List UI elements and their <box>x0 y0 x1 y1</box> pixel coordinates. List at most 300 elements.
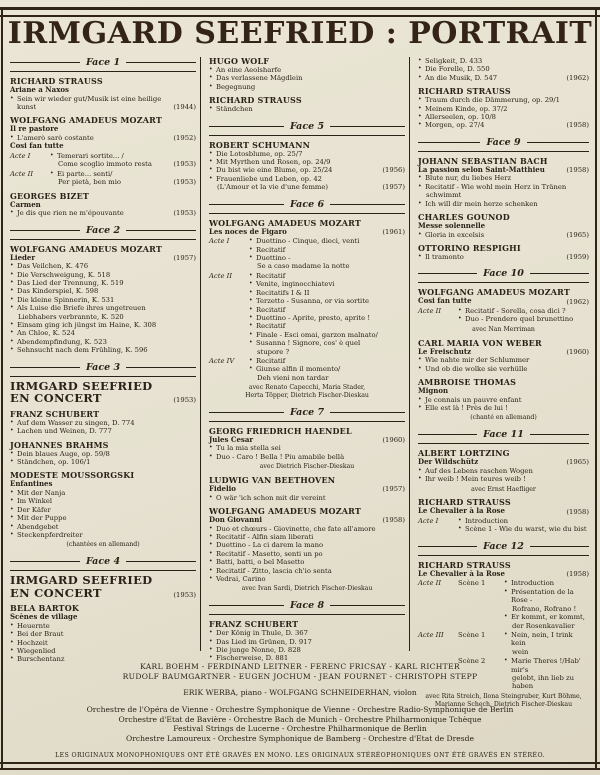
work-title <box>10 613 196 622</box>
composer-name: CARL MARIA VON WEBER <box>418 337 542 348</box>
track-item <box>418 105 589 113</box>
track-line: stupore ? <box>257 347 290 356</box>
track-text <box>216 83 405 91</box>
composer-name: ALBERT LORTZING <box>418 448 510 459</box>
bullet-icon: • <box>50 152 54 159</box>
track-line: Das Lied der Trennung, K. 519 <box>17 279 124 288</box>
year-label: (1962) <box>566 73 589 82</box>
track-text <box>17 497 196 505</box>
orchestra-line: Orchestre de l'Opéra de Vienne - Orchestre Symphonique de Vienne - Orchestre Radio-Symphonique de Berlin <box>86 704 514 714</box>
year-label: (1953) <box>173 590 196 599</box>
track-item <box>10 321 196 329</box>
track-text <box>256 339 405 356</box>
bullet-icon: • <box>10 287 14 295</box>
face-rule-left <box>209 605 284 606</box>
track-text <box>17 514 196 522</box>
bullet-icon: • <box>418 230 422 238</box>
track-item <box>50 170 196 187</box>
work-title <box>418 570 589 579</box>
scene-label: Scène 1 <box>458 579 486 588</box>
track-line: An die Musik, D. 547 <box>425 73 498 82</box>
orchestra-line: Orchestre d'Etat de Bavière - Orchestre Bach de Munich - Orchestre Philharmonique Tchèque <box>118 714 482 724</box>
face-label: Face 10 <box>483 268 524 280</box>
track-line: An eine Aeolsharfe <box>216 66 282 74</box>
work-title-text: Le Freischutz <box>418 346 472 356</box>
track-text <box>216 444 405 452</box>
face-label: Face 11 <box>483 429 524 441</box>
track-line: Introduction <box>465 517 509 526</box>
face-label: Face 1 <box>85 57 121 68</box>
face-label: Face 4 <box>85 556 121 568</box>
track-text <box>17 639 196 647</box>
credits-footer <box>0 662 600 759</box>
face-heading <box>209 407 405 422</box>
bullet-icon: • <box>418 121 422 129</box>
track-item <box>418 396 589 404</box>
bullet-icon: • <box>10 94 14 102</box>
track-line: Das Kinderspiel, K. 598 <box>17 287 99 296</box>
bullet-icon: • <box>10 134 14 141</box>
bullet-icon: • <box>10 329 14 337</box>
track-text <box>256 314 405 322</box>
track-line: Wie nahte mir der Schlummer <box>425 356 530 365</box>
track-item <box>418 231 589 239</box>
track-item <box>504 613 589 630</box>
concert-heading-text: EN CONCERT <box>10 391 102 406</box>
track-text <box>17 458 196 466</box>
track-text <box>425 113 589 121</box>
track-text <box>17 523 196 531</box>
work-title-text: Der Wildschütz <box>418 457 479 467</box>
track-line: Recitatifs I & II <box>256 288 310 297</box>
track-item <box>249 289 405 297</box>
track-line: Die Verschweigung, K. 518 <box>17 270 111 279</box>
act-group <box>10 170 196 187</box>
track-line: Einsam ging ich jüngst im Haine, K. 308 <box>17 321 157 330</box>
composer-name: WOLFGANG AMADEUS MOZART <box>418 287 571 298</box>
act-group <box>418 307 589 324</box>
bullet-icon: • <box>458 315 462 323</box>
act-label: Acte II <box>418 579 441 588</box>
conductor-line: RUDOLF BAUMGARTNER - EUGEN JOCHUM - JEAN FOURNET - CHRISTOPH STEPP <box>122 671 478 681</box>
pressing-note: LES ORIGINAUX MONOPHONIQUES ONT ÉTÉ GRAVÉS EN MONO. LES ORIGINAUX STÉRÉOPHONIQUES ONT ÉTÉ GRAVÉS EN STÉRÉO. <box>55 752 545 759</box>
bullet-icon: • <box>10 655 14 663</box>
track-item <box>504 631 589 656</box>
track-item <box>10 497 196 505</box>
track-item <box>418 121 589 129</box>
track-line: Rofrano, Rofrano ! <box>512 604 577 613</box>
face-heading <box>10 57 196 72</box>
track-text <box>17 279 196 287</box>
track-text <box>57 170 170 187</box>
composer-name: RICHARD STRAUSS <box>10 76 103 86</box>
track-line: Wiegenlied <box>17 646 56 655</box>
bullet-icon: • <box>209 574 213 582</box>
track-text <box>256 280 405 288</box>
track-item <box>418 200 589 208</box>
bullet-icon: • <box>209 149 213 157</box>
concert-heading-text: EN CONCERT <box>10 585 102 600</box>
left-frame-rule <box>1 7 3 770</box>
track-text <box>17 287 196 295</box>
track-text <box>17 304 196 321</box>
track-item <box>249 272 405 280</box>
credit-note-line: avec Dietrich Fischer-Dieskau <box>259 463 355 471</box>
bullet-icon: • <box>10 279 14 287</box>
face-label: Face 7 <box>289 406 325 418</box>
year-label: (1957) <box>382 485 405 494</box>
track-text <box>216 66 405 74</box>
year-label: (1962) <box>566 297 589 306</box>
track-line: Mit der Puppe <box>17 514 67 523</box>
track-line: Liebhabers verbrannte, K. 520 <box>18 312 124 321</box>
year-label: (1958) <box>566 166 589 175</box>
year-label: (1953) <box>173 178 196 187</box>
work-title <box>418 458 589 467</box>
face-rule-left <box>418 434 477 435</box>
face-rule-right <box>126 230 196 231</box>
year-label: (1958) <box>566 121 589 130</box>
bullet-icon: • <box>10 295 14 303</box>
track-text <box>425 231 563 239</box>
bullet-icon: • <box>504 630 508 638</box>
act-group <box>209 357 405 382</box>
track-line: Recitatif - Sorella, cosa dici ? <box>465 307 566 316</box>
track-text <box>256 331 405 339</box>
track-line: Begegnung <box>216 82 256 91</box>
track-text <box>511 579 589 587</box>
track-text <box>425 396 589 404</box>
face-rule-left <box>418 546 477 547</box>
track-text <box>17 321 196 329</box>
track-item <box>249 297 405 305</box>
track-text <box>425 74 563 82</box>
track-line: Blute nur, du liebes Herz <box>425 174 512 183</box>
scene-label: Scène 2 <box>458 657 486 666</box>
composer-name: ROBERT SCHUMANN <box>209 139 311 150</box>
track-item <box>10 262 196 270</box>
face-heading <box>209 199 405 214</box>
bullet-icon: • <box>209 166 213 174</box>
year-label: (1965) <box>566 458 589 467</box>
track-line: Der König in Thule, D. 367 <box>216 629 308 638</box>
bullet-icon: • <box>418 404 422 412</box>
composer-name: GEORG FRIEDRICH HAENDEL <box>209 425 352 436</box>
credit-note <box>418 486 589 494</box>
track-item <box>10 427 196 435</box>
bullet-icon: • <box>418 104 422 112</box>
track-item <box>10 523 196 531</box>
bullet-icon: • <box>458 517 462 525</box>
track-item <box>10 287 196 295</box>
track-text <box>425 96 589 104</box>
track-text <box>256 237 405 245</box>
track-line: Meinem Kinde, op. 37/2 <box>425 104 508 113</box>
track-item <box>249 280 405 288</box>
year-label: (1957) <box>173 253 196 262</box>
work-title-text: Le Chevalier à la Rose <box>418 568 505 578</box>
track-text <box>216 646 405 654</box>
track-item <box>249 339 405 356</box>
act-group <box>209 272 405 356</box>
track-text <box>17 95 170 112</box>
track-text <box>425 174 589 182</box>
column-1 <box>10 57 200 664</box>
track-item <box>249 314 405 322</box>
composer-name: WOLFGANG AMADEUS MOZART <box>10 243 163 254</box>
track-line: Allerseelen, op. 10/8 <box>425 113 496 122</box>
conductor-line: KARL BOEHM - FERDINAND LEITNER - FERENC FRICSAY - KARL RICHTER <box>140 661 460 671</box>
track-item <box>209 158 405 166</box>
track-item <box>209 105 405 113</box>
track-line: Per pietà, ben mio <box>58 178 121 187</box>
work-title <box>418 222 589 231</box>
bullet-icon: • <box>209 174 213 182</box>
year-label: (1960) <box>382 435 405 444</box>
work-title-text: Carmen <box>10 199 41 209</box>
track-item <box>249 365 405 382</box>
bullet-icon: • <box>209 532 213 540</box>
track-text <box>425 467 589 475</box>
bullet-icon: • <box>10 497 14 505</box>
track-line: Gloria in excelsis <box>425 230 485 239</box>
track-line: Duo - Caro ! Bella ! Piu amabile bellà <box>216 452 345 461</box>
year-label: (1957) <box>382 183 405 192</box>
track-item <box>504 588 589 613</box>
face-rule-left <box>418 142 480 143</box>
composer-name: HUGO WOLF <box>209 56 270 66</box>
track-item <box>418 174 589 182</box>
year-label: (1965) <box>566 230 589 239</box>
track-line: Das Lied im Grünen, D. 917 <box>216 637 312 646</box>
track-item <box>10 630 196 638</box>
face-rule-left <box>209 412 284 413</box>
track-text <box>17 271 196 279</box>
track-item <box>209 525 405 533</box>
face-rule-right <box>330 204 405 205</box>
track-text <box>256 365 405 382</box>
act-group <box>209 237 405 271</box>
track-text <box>17 296 196 304</box>
work-title-text: Les noces de Figaro <box>209 226 287 236</box>
track-item <box>10 514 196 522</box>
track-item <box>10 271 196 279</box>
face-label: Face 12 <box>483 540 524 552</box>
credit-note-line: avec Renato Capecchi, Maria Stader, <box>248 384 366 392</box>
track-text <box>216 105 405 113</box>
face-rule-right <box>330 412 405 413</box>
credit-note-line: avec Rita Streich, Ilona Steingruber, Kurt Böhme, <box>425 692 582 700</box>
bullet-icon: • <box>418 199 422 207</box>
track-item <box>249 306 405 314</box>
track-line: schwimmt <box>426 191 462 200</box>
track-text <box>17 489 196 497</box>
bullet-icon: • <box>10 638 14 646</box>
track-line: Ständchen <box>216 105 253 114</box>
bullet-icon: • <box>209 549 213 557</box>
face-heading <box>10 556 196 571</box>
track-item <box>50 152 196 169</box>
track-item <box>209 638 405 646</box>
orchestra-line: Orchestre Lamoureux - Orchestre Symphonique de Bamberg - Orchestre d'Etat de Dresde <box>126 734 474 744</box>
track-text <box>256 357 405 365</box>
composer-name: WOLFGANG AMADEUS MOZART <box>209 217 362 228</box>
work-title <box>209 516 405 525</box>
track-item <box>209 629 405 637</box>
concert-heading-line2 <box>10 392 196 405</box>
track-line: Mit der Nanja <box>17 488 66 497</box>
track-item <box>209 66 405 74</box>
bullet-icon: • <box>10 488 14 496</box>
act-scene-row <box>418 579 589 629</box>
work-title <box>418 166 589 175</box>
track-text <box>17 622 196 630</box>
composer-name: BELA BARTOK <box>10 603 80 614</box>
bullet-icon: • <box>249 339 253 347</box>
track-line: Recitatif <box>256 245 286 254</box>
track-line: Der Käfer <box>17 505 51 514</box>
track-line: Als Luise die Briefe ihres ungetreuen <box>17 304 146 313</box>
work-title-text: Mignon <box>418 386 449 396</box>
track-text <box>17 338 196 346</box>
track-item <box>249 357 405 365</box>
bullet-icon: • <box>10 646 14 654</box>
composer-name: WOLFGANG AMADEUS MOZART <box>209 505 362 516</box>
track-text <box>216 558 405 566</box>
track-text <box>216 638 405 646</box>
work-title-text: Fidelio <box>209 483 236 493</box>
work-title-text: Ariane a Naxos <box>10 85 69 94</box>
track-text <box>425 404 589 412</box>
year-label: (1944) <box>173 103 196 111</box>
work-title-text: Enfantines <box>10 479 53 489</box>
track-text <box>17 450 196 458</box>
bullet-icon: • <box>209 654 213 662</box>
bullet-icon: • <box>249 245 253 253</box>
track-text <box>256 272 405 280</box>
face-rule-right <box>530 273 589 274</box>
bullet-icon: • <box>10 505 14 513</box>
face-heading <box>10 362 196 377</box>
track-line: Die Forelle, D. 550 <box>425 65 490 74</box>
track-item <box>10 419 196 427</box>
work-title-text: Jules Cesar <box>209 434 254 444</box>
track-item <box>418 253 589 261</box>
track-text <box>425 105 589 113</box>
bullet-icon: • <box>249 254 253 262</box>
credit-note-line: avec Ivan Sardi, Dietrich Fischer-Dieskau <box>241 585 373 593</box>
track-text <box>511 588 589 613</box>
act-label: Acte I <box>209 237 230 246</box>
track-item <box>10 647 196 655</box>
work-title-text: La passion selon Saint-Matthieu <box>418 164 545 174</box>
track-item <box>209 175 405 192</box>
track-item <box>458 307 589 315</box>
credit-note <box>10 541 196 549</box>
bullet-icon: • <box>458 307 462 315</box>
bullet-icon: • <box>10 418 14 426</box>
orchestras-block <box>0 705 600 744</box>
face-heading <box>209 600 405 615</box>
act-items <box>50 152 196 169</box>
face-rule-left <box>10 230 80 231</box>
track-item <box>10 95 196 112</box>
act-items <box>50 170 196 187</box>
track-text <box>17 647 196 655</box>
track-line: Scène 1 - Wie du warst, wie du bist <box>465 525 587 534</box>
bullet-icon: • <box>10 304 14 312</box>
bullet-icon: • <box>10 427 14 435</box>
composer-name: FRANZ SCHUBERT <box>209 619 299 630</box>
track-line: Je connais un pauvre enfant <box>425 395 522 404</box>
track-item <box>209 74 405 82</box>
bullet-icon: • <box>10 530 14 538</box>
track-text <box>465 517 589 525</box>
work-title <box>209 485 405 494</box>
track-text <box>17 209 170 217</box>
composer-name: RICHARD STRAUSS <box>209 95 302 106</box>
face-rule-right <box>330 605 405 606</box>
track-line: Sein wir wieder gut/Musik ist eine heilige kunst <box>17 94 162 111</box>
face-label: Face 6 <box>289 198 325 210</box>
track-line: Venite, inginocchiatevi <box>256 280 335 289</box>
bullet-icon: • <box>418 65 422 73</box>
face-rule-left <box>209 204 284 205</box>
credit-note <box>209 585 405 593</box>
year-label: (1959) <box>566 253 589 262</box>
track-line: wein <box>512 647 529 656</box>
scene-items <box>504 631 589 656</box>
track-text <box>17 427 196 435</box>
track-line: Traum durch die Dämmerung, op. 29/1 <box>425 96 560 105</box>
track-line: Duettino - Cinque, dieci, venti <box>256 237 360 246</box>
credit-note-line: (chantées en allemand) <box>66 541 140 549</box>
face-rule-right <box>530 434 589 435</box>
work-title-text: Scènes de village <box>10 612 78 622</box>
track-text <box>17 262 196 270</box>
track-item <box>418 475 589 483</box>
track-line: Ihr weib ! Mein teures weib ! <box>425 475 526 484</box>
bullet-icon: • <box>10 457 14 465</box>
bottom-frame-rule <box>0 762 600 770</box>
credit-note <box>209 384 405 400</box>
track-item <box>418 365 589 373</box>
track-line: Fischerweise, D. 881 <box>216 654 289 663</box>
bullet-icon: • <box>249 237 253 245</box>
track-line: Dein blaues Auge, op. 59/8 <box>17 449 110 458</box>
bullet-icon: • <box>10 514 14 522</box>
track-item <box>418 96 589 104</box>
face-heading <box>418 541 589 556</box>
track-line: Il tramonto <box>425 253 464 262</box>
bullet-icon: • <box>249 288 253 296</box>
bullet-icon: • <box>209 629 213 637</box>
track-line: Mit Myrthen und Rosen, op. 24/9 <box>216 158 331 167</box>
face-heading <box>418 429 589 444</box>
track-line: Duettino - <box>256 254 291 263</box>
bullet-icon: • <box>209 444 213 452</box>
bullet-icon: • <box>418 253 422 261</box>
act-group <box>10 152 196 169</box>
composer-name: CHARLES GOUNOD <box>418 212 510 223</box>
track-line: Duo et chœurs - Giovinette, che fate all'amore <box>216 524 376 533</box>
track-text <box>17 531 196 539</box>
track-item <box>209 567 405 575</box>
track-line: Temerari sortite... / <box>57 152 124 160</box>
bullet-icon: • <box>50 169 54 177</box>
track-text <box>17 506 196 514</box>
track-text <box>511 631 589 656</box>
